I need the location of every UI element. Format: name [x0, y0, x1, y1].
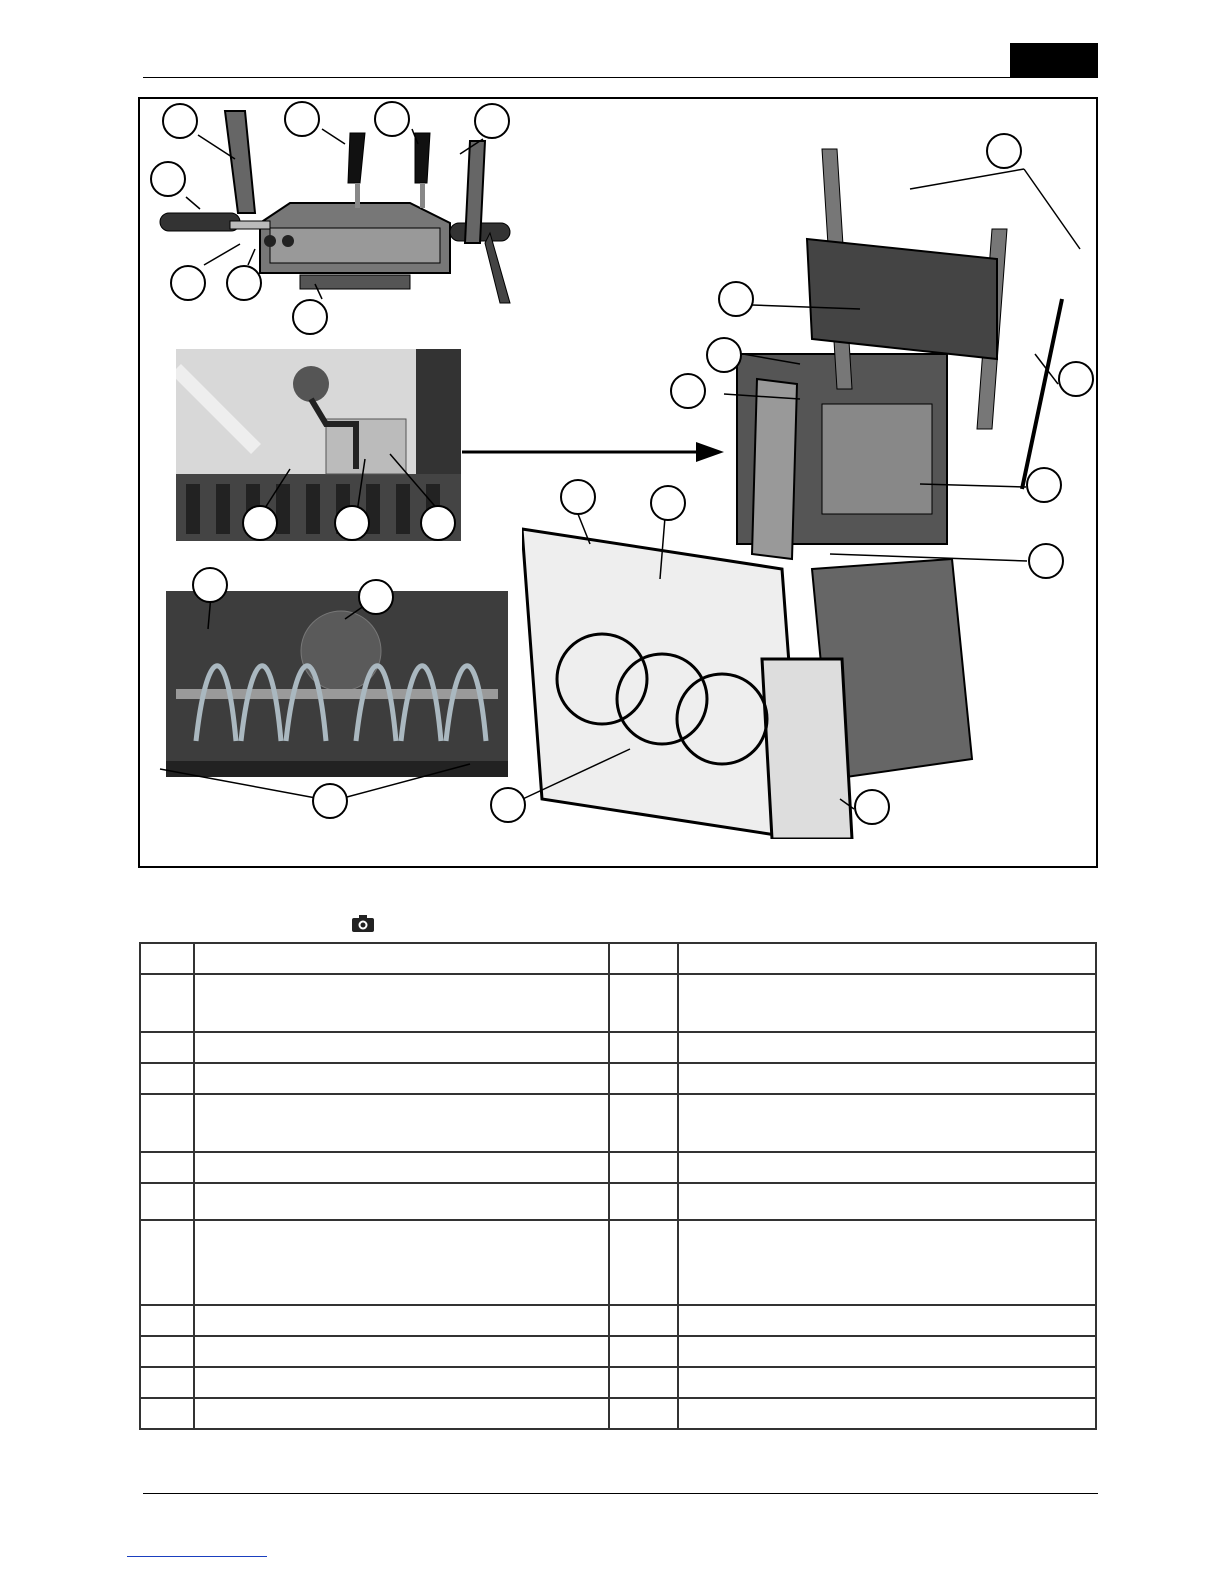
- callout-marker: [1028, 543, 1064, 579]
- table-row: [140, 1398, 1096, 1429]
- table-cell: [140, 974, 194, 1032]
- callout-marker: [474, 103, 510, 139]
- table-cell: [140, 1336, 194, 1367]
- table-cell: [678, 1336, 1096, 1367]
- table-cell: [678, 1398, 1096, 1429]
- table-cell: [609, 1336, 678, 1367]
- table-row: [140, 1367, 1096, 1398]
- table-row: [140, 1220, 1096, 1305]
- camera-icon: [352, 915, 374, 932]
- table-cell: [194, 1336, 609, 1367]
- table-cell: [609, 1032, 678, 1063]
- callout-marker: [706, 337, 742, 373]
- table-cell: [609, 974, 678, 1032]
- table-cell: [609, 1152, 678, 1183]
- table-cell: [140, 1183, 194, 1220]
- table-cell: [140, 943, 194, 974]
- table-cell: [678, 1094, 1096, 1152]
- table-cell: [609, 943, 678, 974]
- table-cell: [609, 1398, 678, 1429]
- callout-marker: [1058, 361, 1094, 397]
- table-cell: [678, 1305, 1096, 1336]
- table-cell: [140, 1094, 194, 1152]
- table-row: [140, 974, 1096, 1032]
- table-cell: [140, 1152, 194, 1183]
- table-row: [140, 1094, 1096, 1152]
- callout-marker: [334, 505, 370, 541]
- callout-marker: [150, 161, 186, 197]
- table-cell: [194, 1032, 609, 1063]
- callout-marker: [374, 101, 410, 137]
- table-row: [140, 943, 1096, 974]
- table-cell: [194, 974, 609, 1032]
- table-row: [140, 1336, 1096, 1367]
- callout-marker: [490, 787, 526, 823]
- table-cell: [609, 1220, 678, 1305]
- table-cell: [194, 943, 609, 974]
- callout-leaders: [140, 99, 1098, 868]
- callout-marker: [1026, 467, 1062, 503]
- callout-marker: [312, 783, 348, 819]
- footer-rule: [143, 1493, 1098, 1494]
- callout-marker: [226, 265, 262, 301]
- callout-marker: [192, 567, 228, 603]
- table-cell: [678, 1032, 1096, 1063]
- table-cell: [609, 1305, 678, 1336]
- legend-table: [139, 942, 1097, 1430]
- table-cell: [678, 1152, 1096, 1183]
- table-row: [140, 1152, 1096, 1183]
- table-cell: [678, 943, 1096, 974]
- table-cell: [678, 1183, 1096, 1220]
- figure-frame: [138, 97, 1098, 868]
- callout-marker: [670, 373, 706, 409]
- table-cell: [194, 1398, 609, 1429]
- callout-marker: [986, 133, 1022, 169]
- table-cell: [678, 1220, 1096, 1305]
- callout-marker: [560, 479, 596, 515]
- table-row: [140, 1305, 1096, 1336]
- table-cell: [140, 1305, 194, 1336]
- header-rule: [143, 77, 1098, 78]
- table-cell: [140, 1367, 194, 1398]
- callout-marker: [420, 505, 456, 541]
- table-cell: [194, 1305, 609, 1336]
- callout-marker: [358, 579, 394, 615]
- table-cell: [609, 1094, 678, 1152]
- callout-marker: [718, 281, 754, 317]
- table-row: [140, 1063, 1096, 1094]
- callout-marker: [170, 265, 206, 301]
- table-cell: [194, 1094, 609, 1152]
- header-section-tab: [1010, 43, 1098, 78]
- table-cell: [678, 974, 1096, 1032]
- table-cell: [609, 1063, 678, 1094]
- callout-marker: [242, 505, 278, 541]
- table-row: [140, 1032, 1096, 1063]
- table-cell: [609, 1183, 678, 1220]
- table-cell: [194, 1063, 609, 1094]
- callout-marker: [292, 299, 328, 335]
- table-cell: [140, 1032, 194, 1063]
- table-row: [140, 1183, 1096, 1220]
- table-cell: [609, 1367, 678, 1398]
- callout-marker: [284, 101, 320, 137]
- table-cell: [140, 1398, 194, 1429]
- footer-link-underline[interactable]: [127, 1556, 267, 1557]
- callout-marker: [854, 789, 890, 825]
- callout-marker: [650, 485, 686, 521]
- table-cell: [140, 1220, 194, 1305]
- table-cell: [194, 1183, 609, 1220]
- table-cell: [678, 1367, 1096, 1398]
- callout-marker: [162, 103, 198, 139]
- table-cell: [194, 1367, 609, 1398]
- table-cell: [194, 1220, 609, 1305]
- table-cell: [678, 1063, 1096, 1094]
- table-cell: [140, 1063, 194, 1094]
- table-cell: [194, 1152, 609, 1183]
